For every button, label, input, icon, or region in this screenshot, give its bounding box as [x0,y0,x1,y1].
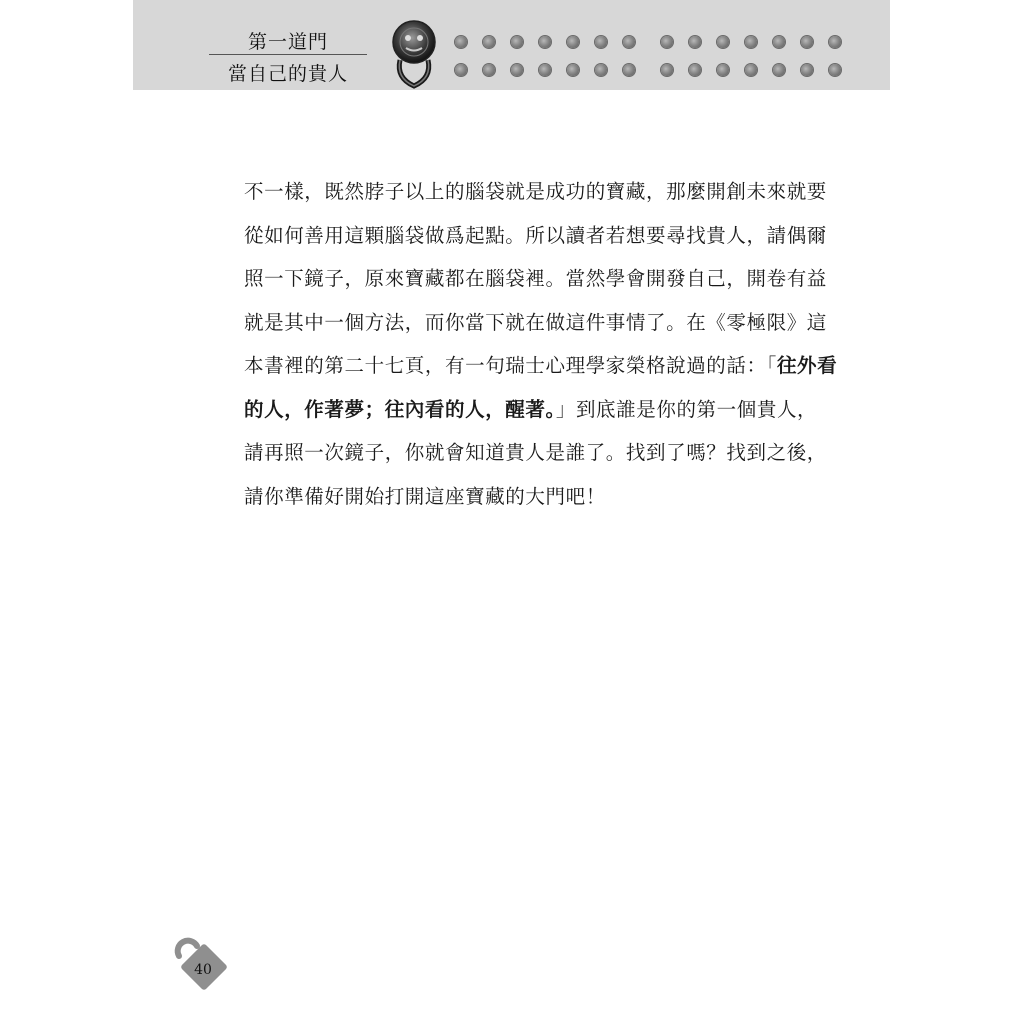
decorative-dot [689,36,701,48]
decorative-dot [717,64,729,76]
decorative-dot [483,36,495,48]
body-text-segment: 就是其中一個方法，而你當下就在做這件事情了。在《零極限》這 [244,310,827,334]
body-line [244,431,827,475]
body-paragraph [244,170,838,518]
body-text-segment: 請你準備好開始打開這座寶藏的大門吧！ [244,484,606,508]
decorative-dot [661,64,673,76]
body-text-segment: 本書裡的第二十七頁，有一句瑞士心理學家榮格說過的話：「 [244,354,777,377]
body-line [244,388,818,432]
body-text-segment: 照一下鏡子，原來寶藏都在腦袋裡。當然學會開發自己，開卷有益 [244,267,827,290]
decorative-dot [623,36,635,48]
decorative-dot [717,36,729,48]
page-number: 40 [194,962,212,978]
decorative-dot [455,36,467,48]
decorative-dot [829,64,841,76]
decorative-dot [661,36,673,48]
decorative-dot [455,64,467,76]
chapter-title: 當自己的貴人 [227,63,348,85]
decorative-dot-row-bottom [455,64,855,78]
decorative-dot [595,36,607,48]
decorative-dot [745,36,757,48]
body-text-segment: 不一樣，既然脖子以上的腦袋就是成功的寶藏，那麼開創未來就要 [244,180,827,203]
door-knocker-icon [386,20,442,90]
body-text-segment: 請再照一次鏡子，你就會知道貴人是誰了。找到了嗎？找到之後， [244,441,827,464]
decorative-dot [511,64,523,76]
decorative-dot [567,36,579,48]
decorative-dot [623,64,635,76]
body-line [244,170,827,214]
body-line [244,257,827,301]
header-divider [209,54,367,55]
chapter-number: 第一道門 [247,31,328,53]
decorative-dot [595,64,607,76]
decorative-dot [801,64,813,76]
decorative-dot [689,64,701,76]
decorative-dot [511,36,523,48]
running-header [133,0,890,90]
body-text-segment: 」到底誰是你的第一個貴人， [555,397,818,421]
body-line [244,301,827,345]
decorative-dot [483,64,495,76]
decorative-dot-row-top [455,36,855,50]
bold-quote-text: 往外看 [776,354,838,377]
decorative-dot [539,36,551,48]
bold-quote-text: 的人，作著夢；往內看的人，醒著。 [244,397,556,421]
decorative-dot [773,36,785,48]
decorative-dot [567,64,579,76]
decorative-dot [801,36,813,48]
body-text-segment: 從如何善用這顆腦袋做爲起點。所以讀者若想要尋找貴人，請偶爾 [244,223,827,247]
decorative-dot [745,64,757,76]
body-line [244,475,784,519]
body-line [244,214,827,258]
body-line [244,344,838,388]
decorative-dot [539,64,551,76]
decorative-dot [829,36,841,48]
decorative-dot [773,64,785,76]
